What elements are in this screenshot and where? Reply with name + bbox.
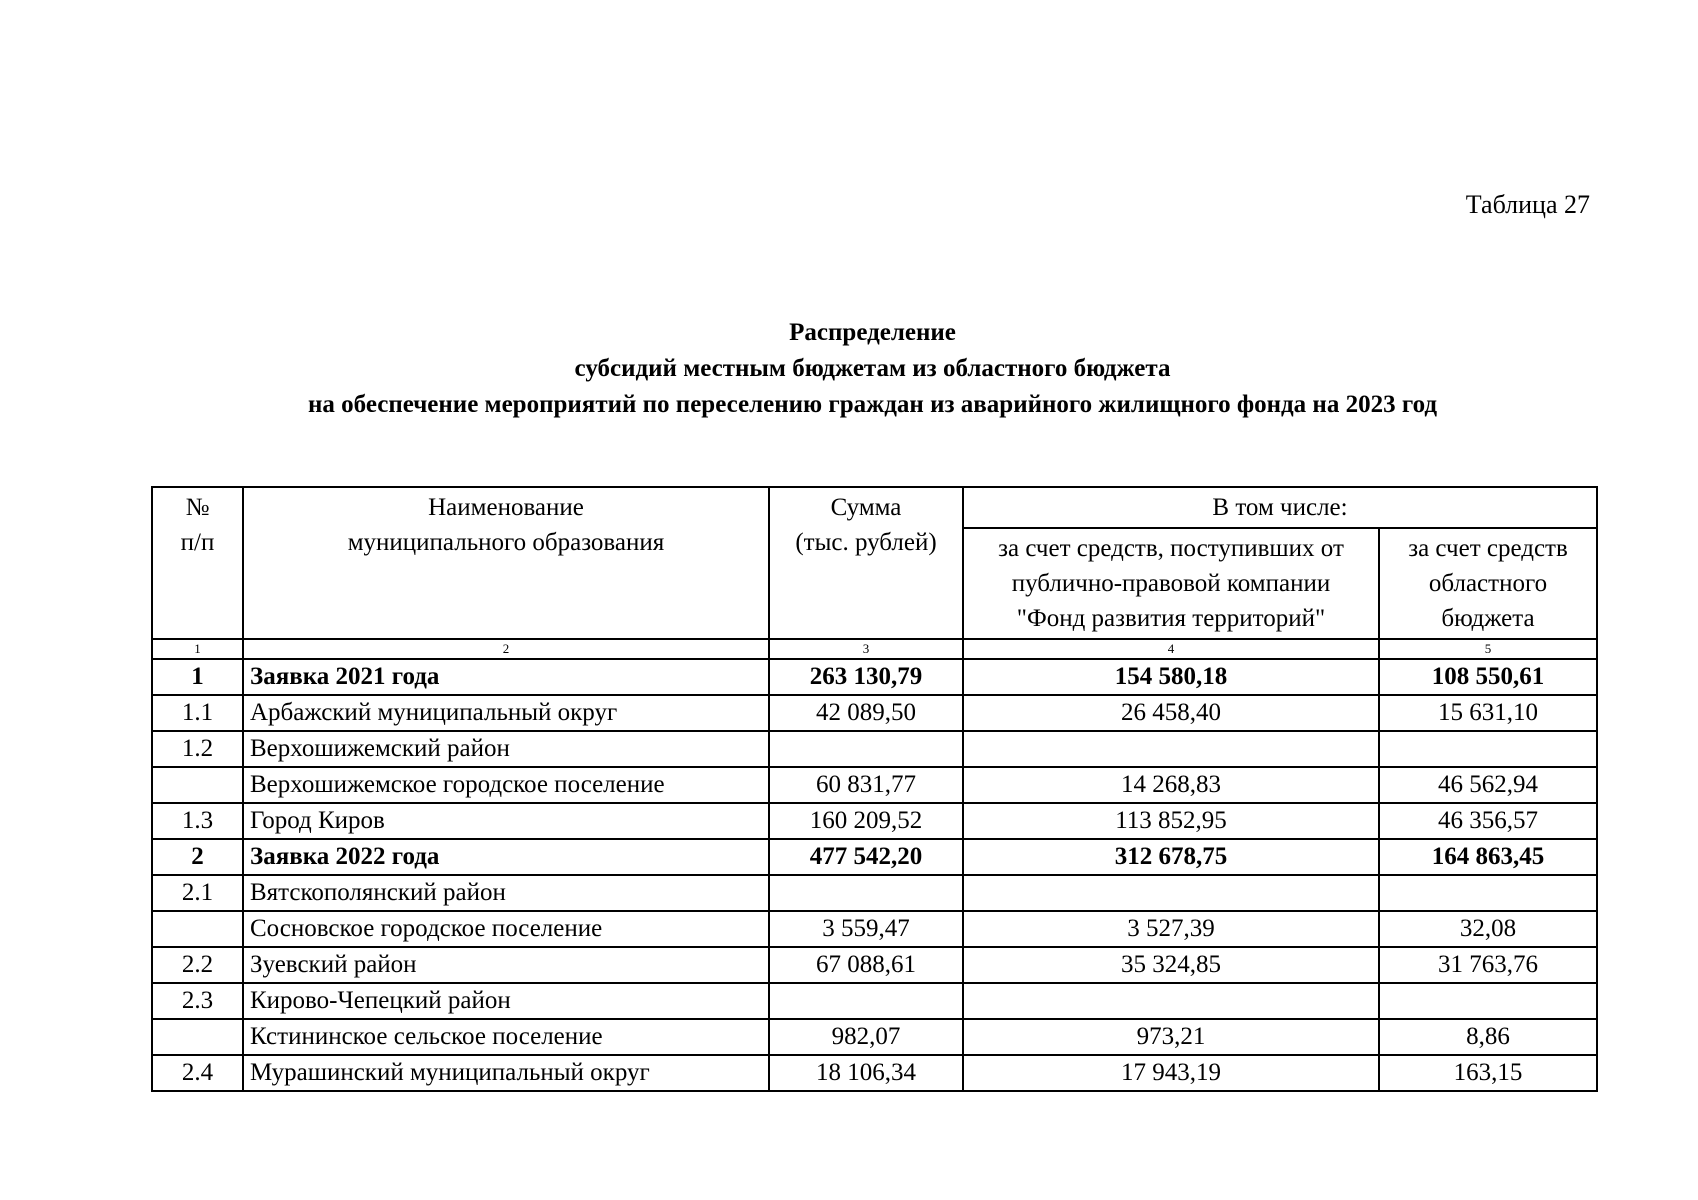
cell-fund: 26 458,40	[963, 695, 1379, 731]
table-row	[152, 839, 1597, 875]
header-no	[152, 487, 243, 639]
table-row	[152, 1055, 1597, 1091]
cell-no	[152, 767, 243, 803]
cell-regional: 46 562,94	[1379, 767, 1597, 803]
cell-regional: 32,08	[1379, 911, 1597, 947]
cell-name: Кирово-Чепецкий район	[243, 983, 769, 1019]
cell-name: Сосновское городское поселение	[243, 911, 769, 947]
header-regional-line: за счет средств	[1408, 535, 1568, 562]
cell-sum: 477 542,20	[769, 839, 963, 875]
cell-no: 1.2	[152, 731, 243, 767]
header-name-line: Наименование	[428, 494, 584, 521]
table-row	[152, 875, 1597, 911]
cell-fund: 3 527,39	[963, 911, 1379, 947]
header-regional	[1379, 528, 1597, 639]
cell-no: 2.1	[152, 875, 243, 911]
subsidy-table	[151, 486, 1598, 1092]
cell-fund: 17 943,19	[963, 1055, 1379, 1091]
cell-name: Город Киров	[243, 803, 769, 839]
title-line: субсидий местным бюджетам из областного бюджета	[574, 355, 1171, 382]
cell-name: Зуевский район	[243, 947, 769, 983]
cell-name: Вятскополянский район	[243, 875, 769, 911]
header-sum	[769, 487, 963, 639]
title-line: на обеспечение мероприятий по переселению граждан из аварийного жилищного фонда на 2023 год	[308, 391, 1437, 418]
header-fund	[963, 528, 1379, 639]
cell-regional	[1379, 875, 1597, 911]
cell-fund: 154 580,18	[963, 659, 1379, 695]
cell-name: Заявка 2022 года	[243, 839, 769, 875]
cell-regional: 8,86	[1379, 1019, 1597, 1055]
cell-regional: 163,15	[1379, 1055, 1597, 1091]
header-regional-line: областного	[1428, 570, 1548, 597]
header-sum-line: Сумма	[830, 494, 902, 521]
cell-regional	[1379, 731, 1597, 767]
header-no-line: №	[185, 494, 210, 521]
table-row	[152, 659, 1597, 695]
cell-regional: 46 356,57	[1379, 803, 1597, 839]
cell-fund: 973,21	[963, 1019, 1379, 1055]
column-number: 2	[243, 639, 769, 659]
cell-regional	[1379, 983, 1597, 1019]
table-row	[152, 695, 1597, 731]
cell-no: 2.4	[152, 1055, 243, 1091]
cell-fund: 113 852,95	[963, 803, 1379, 839]
cell-no: 1	[152, 659, 243, 695]
cell-fund: 14 268,83	[963, 767, 1379, 803]
cell-no	[152, 911, 243, 947]
header-name-line: муниципального образования	[347, 529, 665, 556]
header-including: В том числе:	[963, 487, 1597, 528]
title-line: Распределение	[789, 319, 956, 346]
cell-sum: 18 106,34	[769, 1055, 963, 1091]
cell-sum	[769, 731, 963, 767]
cell-fund: 312 678,75	[963, 839, 1379, 875]
cell-name: Кстининское сельское поселение	[243, 1019, 769, 1055]
header-sum-line: (тыс. рублей)	[795, 529, 937, 556]
cell-no: 2	[152, 839, 243, 875]
table-row	[152, 911, 1597, 947]
document-title	[150, 315, 1595, 423]
cell-sum: 60 831,77	[769, 767, 963, 803]
cell-name: Верхошижемское городское поселение	[243, 767, 769, 803]
cell-sum: 42 089,50	[769, 695, 963, 731]
cell-regional: 164 863,45	[1379, 839, 1597, 875]
header-fund-line: публично-правовой компании	[1011, 570, 1331, 597]
cell-sum: 67 088,61	[769, 947, 963, 983]
cell-no: 1.3	[152, 803, 243, 839]
cell-no: 2.3	[152, 983, 243, 1019]
cell-sum	[769, 875, 963, 911]
table-body	[152, 659, 1597, 1091]
cell-no	[152, 1019, 243, 1055]
header-fund-line: за счет средств, поступивших от	[998, 535, 1344, 562]
table-row	[152, 731, 1597, 767]
cell-fund	[963, 875, 1379, 911]
header-name	[243, 487, 769, 639]
cell-sum: 3 559,47	[769, 911, 963, 947]
cell-regional: 108 550,61	[1379, 659, 1597, 695]
cell-name: Заявка 2021 года	[243, 659, 769, 695]
table-row	[152, 983, 1597, 1019]
table-row	[152, 1019, 1597, 1055]
cell-sum: 982,07	[769, 1019, 963, 1055]
cell-name: Верхошижемский район	[243, 731, 769, 767]
table-row	[152, 947, 1597, 983]
table-row	[152, 803, 1597, 839]
column-number: 1	[152, 639, 243, 659]
column-number: 4	[963, 639, 1379, 659]
cell-name: Арбажский муниципальный округ	[243, 695, 769, 731]
column-number: 3	[769, 639, 963, 659]
cell-no: 1.1	[152, 695, 243, 731]
cell-sum	[769, 983, 963, 1019]
header-regional-line: бюджета	[1441, 605, 1535, 632]
cell-fund	[963, 731, 1379, 767]
table-number-label: Таблица 27	[1465, 190, 1590, 219]
cell-regional: 31 763,76	[1379, 947, 1597, 983]
table-row	[152, 767, 1597, 803]
column-number-row	[152, 639, 1597, 659]
cell-no: 2.2	[152, 947, 243, 983]
cell-regional: 15 631,10	[1379, 695, 1597, 731]
header-fund-line: "Фонд развития территорий"	[1016, 605, 1326, 632]
cell-sum: 263 130,79	[769, 659, 963, 695]
cell-sum: 160 209,52	[769, 803, 963, 839]
cell-name: Мурашинский муниципальный округ	[243, 1055, 769, 1091]
cell-fund: 35 324,85	[963, 947, 1379, 983]
header-no-line: п/п	[180, 529, 215, 556]
column-number: 5	[1379, 639, 1597, 659]
cell-fund	[963, 983, 1379, 1019]
